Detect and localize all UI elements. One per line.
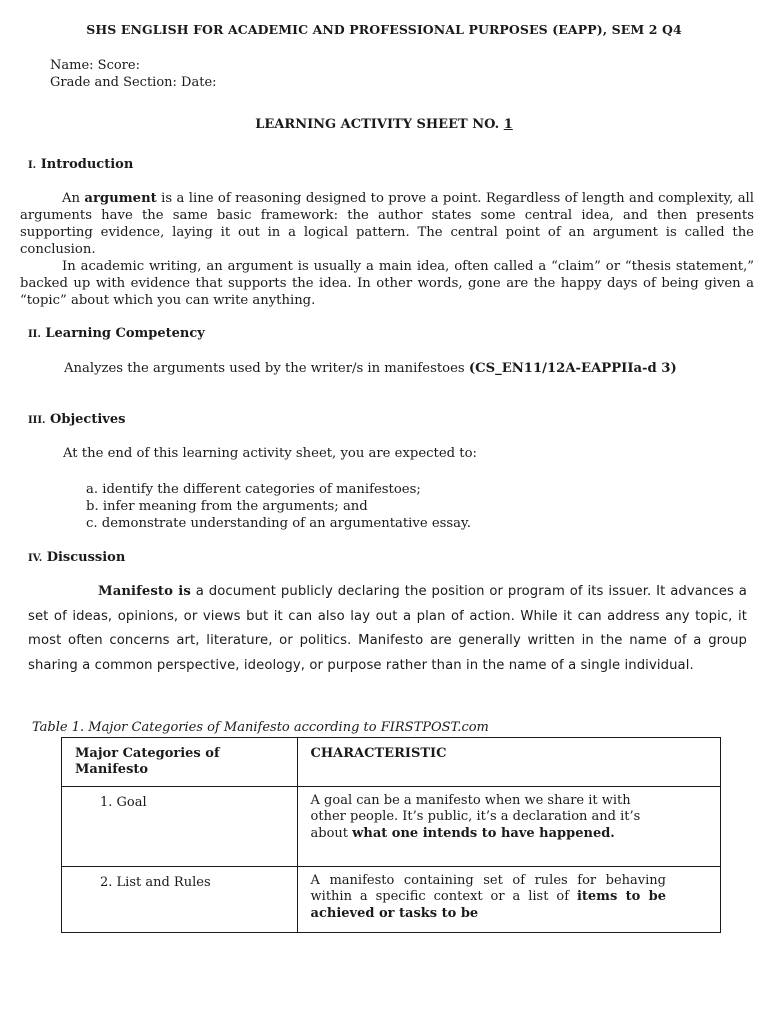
- discussion-text: a document publicly declaring the position or program of its issuer. It advances a set of ideas, opinions, or views but it can also lay out a plan of action. While it can address any topic, it most often concerns art, literature, or politics. Manifesto are generally written in the name of a group sharing a common perspective, ideology, or purpose rather than in the name of a single individual.: [28, 584, 747, 673]
- objectives-list: [86, 481, 471, 532]
- objective-item: b. infer meaning from the arguments; and: [86, 499, 368, 514]
- competency-code: (CS_EN11/12A-EAPPIIa-d 3): [468, 361, 677, 376]
- discussion-paragraph: [28, 580, 747, 678]
- characteristic-emphasis: what one intends to have happened.: [352, 825, 615, 841]
- characteristic-cell: [297, 867, 720, 933]
- intro-p1-pre: An: [62, 191, 85, 206]
- table-row: [62, 787, 721, 867]
- discussion-body: [28, 580, 747, 678]
- characteristic-cell: [297, 787, 720, 867]
- column-header-characteristic: CHARACTERISTIC: [297, 738, 720, 787]
- table-row: [62, 867, 721, 933]
- name-score-line: Name: Score:: [50, 58, 140, 73]
- characteristic-emphasis: items to be achieved or tasks to be: [310, 889, 666, 921]
- section-introduction-heading: [28, 157, 133, 172]
- characteristic-text: A manifesto containing set of rules for behaving within a specific context or a list of: [310, 873, 666, 905]
- section-heading-text: Discussion: [46, 550, 126, 565]
- section-competency-heading: [28, 326, 205, 341]
- objective-item: a. identify the different categories of manifestoes;: [86, 482, 421, 497]
- intro-p1-post: is a line of reasoning designed to prove a point. Regardless of length and complexity, all arguments have the same basic framework: the author states some central idea, and then presents supporting evidence, laying it out in a logical pattern. The central point of an argument is called the conclusion.: [20, 191, 754, 257]
- section-heading-text: Objectives: [50, 412, 126, 427]
- competency-description: Analyzes the arguments used by the writer/s in manifestoes: [64, 361, 469, 376]
- section-objectives-heading: [28, 412, 125, 427]
- column-header-category: Major Categories of Manifesto: [62, 738, 298, 787]
- section-heading-text: Learning Competency: [45, 326, 205, 341]
- sheet-title: [0, 117, 768, 132]
- competency-text: [64, 360, 744, 377]
- argument-term: argument: [84, 191, 157, 206]
- introduction-body: [20, 190, 754, 309]
- document-header: SHS ENGLISH FOR ACADEMIC AND PROFESSIONAL PURPOSES (EAPP), SEM 2 Q4: [86, 22, 682, 37]
- manifesto-categories-table: [61, 737, 721, 933]
- introduction-paragraph-1: [20, 190, 754, 258]
- sheet-number: 1: [503, 117, 513, 132]
- table-caption: Table 1. Major Categories of Manifesto according to FIRSTPOST.com: [32, 720, 489, 735]
- section-numeral: II.: [28, 329, 41, 340]
- section-numeral: I.: [28, 160, 37, 171]
- objective-item: c. demonstrate understanding of an argumentative essay.: [86, 516, 471, 531]
- category-cell: 1. Goal: [62, 787, 298, 867]
- section-numeral: IV.: [28, 553, 43, 564]
- grade-date-line: Grade and Section: Date:: [50, 75, 217, 90]
- section-numeral: III.: [28, 415, 46, 426]
- objectives-lead: At the end of this learning activity sheet, you are expected to:: [63, 446, 477, 461]
- characteristic-text: A goal can be a manifesto when we share it with other people. It’s public, it’s a declaration and it’s about: [310, 793, 641, 841]
- table-header-row: [62, 738, 721, 787]
- section-heading-text: Introduction: [40, 157, 134, 172]
- introduction-paragraph-2: In academic writing, an argument is usually a main idea, often called a “claim” or “thesis statement,” backed up with evidence that supports the idea. In other words, gone are the happy days of being given a “topic” about which you can write anything.: [20, 259, 754, 308]
- section-discussion-heading: [28, 550, 125, 565]
- category-cell: 2. List and Rules: [62, 867, 298, 933]
- sheet-title-prefix: LEARNING ACTIVITY SHEET NO.: [255, 117, 500, 132]
- manifesto-term: Manifesto is: [98, 584, 191, 599]
